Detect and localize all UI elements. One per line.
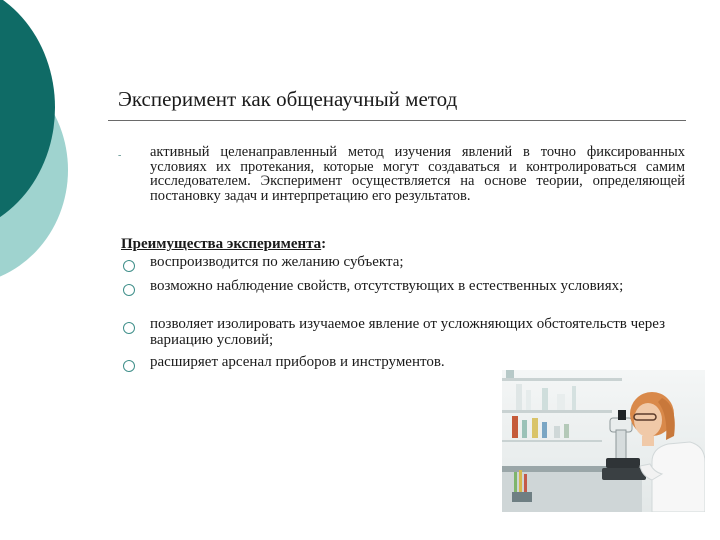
slide-title: Эксперимент как общенаучный метод	[118, 87, 458, 111]
definition-bullet: -	[118, 150, 122, 161]
advantages-heading-label: Преимущества эксперимента	[121, 236, 322, 252]
advantages-heading-colon: :	[321, 236, 327, 252]
advantage-item-2: возможно наблюдение свойств, отсутствующих в естественных условиях;	[150, 278, 624, 294]
title-divider	[108, 120, 686, 121]
advantage-item-4: расширяет арсенал приборов и инструментов.	[150, 354, 445, 370]
bullet-circle-icon	[123, 284, 135, 296]
microscope-lab-photo	[502, 370, 705, 512]
advantage-item-3: позволяет изолировать изучаемое явление от усложняющих обстоятельств через вариацию условий;	[150, 316, 666, 348]
advantages-heading	[121, 236, 326, 253]
bullet-circle-icon	[123, 322, 135, 334]
bullet-circle-icon	[123, 260, 135, 272]
definition-text: активный целенаправленный метод изучения явлений в точно фиксированных условиях их протекания, которые могут создаваться и контролироваться самим исследователем. Эксперимент осуществляется на основе теории, определяющей постановку задач и интерпретацию его результатов.	[150, 144, 685, 204]
bullet-circle-icon	[123, 360, 135, 372]
advantage-item-1: воспроизводится по желанию субъекта;	[150, 254, 404, 270]
